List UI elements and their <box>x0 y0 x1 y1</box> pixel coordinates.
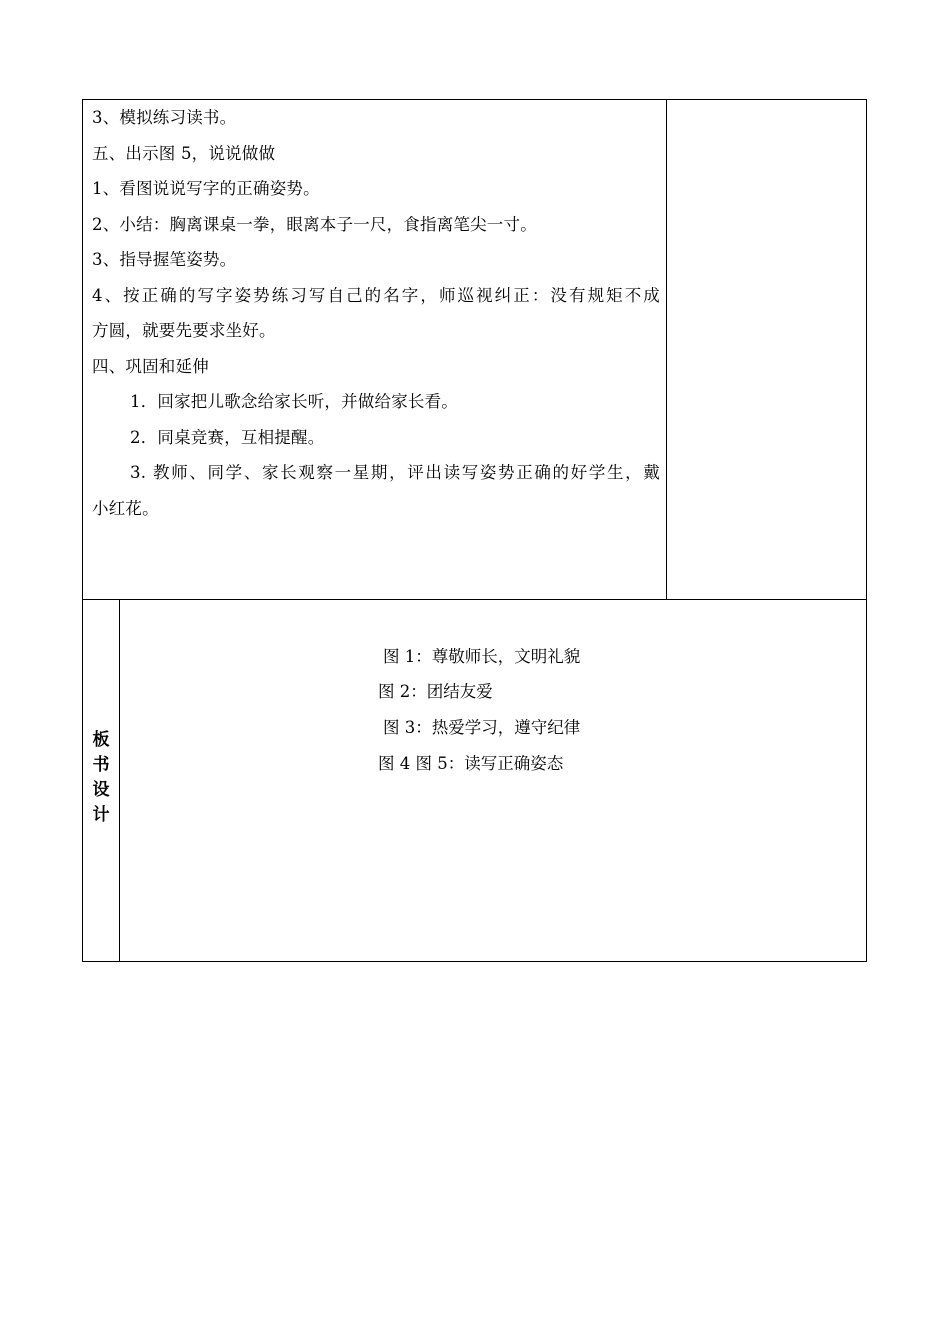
step-line: 2、小结：胸离课桌一拳，眼离本子一尺，食指离笔尖一寸。 <box>92 214 537 234</box>
step-line: 3、指导握笔姿势。 <box>92 250 237 269</box>
step-line-continued: 小红花。 <box>92 498 159 518</box>
section-heading: 四、巩固和延伸 <box>92 356 209 376</box>
label-char: 板 <box>92 730 110 750</box>
step-line: 1、看图说说写字的正确姿势。 <box>92 179 320 198</box>
step-line: 2．同桌竞赛，互相提醒。 <box>130 427 325 447</box>
board-item: 图 4 图 5：读写正确姿态 <box>378 754 564 773</box>
label-char: 书 <box>92 755 110 775</box>
board-item: 图 1：尊敬师长，文明礼貌 <box>383 647 581 666</box>
step-line: 4、按正确的写字姿势练习写自己的名字，师巡视纠正：没有规矩不成 <box>92 285 660 305</box>
board-design-label <box>82 728 120 828</box>
step-line-continued: 方圆，就要先要求坐好。 <box>92 321 276 340</box>
section-heading: 五、出示图 5，说说做做 <box>92 143 276 163</box>
step-line: 1．回家把儿歌念给家长听，并做给家长看。 <box>130 392 458 411</box>
notes-cell <box>666 99 867 600</box>
label-char: 计 <box>92 805 110 825</box>
board-item: 图 2：团结友爱 <box>378 682 493 701</box>
step-line: 3、模拟练习读书。 <box>92 108 237 127</box>
board-item: 图 3：热爱学习，遵守纪律 <box>383 718 581 737</box>
lesson-steps <box>92 100 660 526</box>
label-char: 设 <box>92 780 110 800</box>
step-line: 3. 教师、同学、家长观察一星期，评出读写姿势正确的好学生，戴 <box>130 463 660 482</box>
